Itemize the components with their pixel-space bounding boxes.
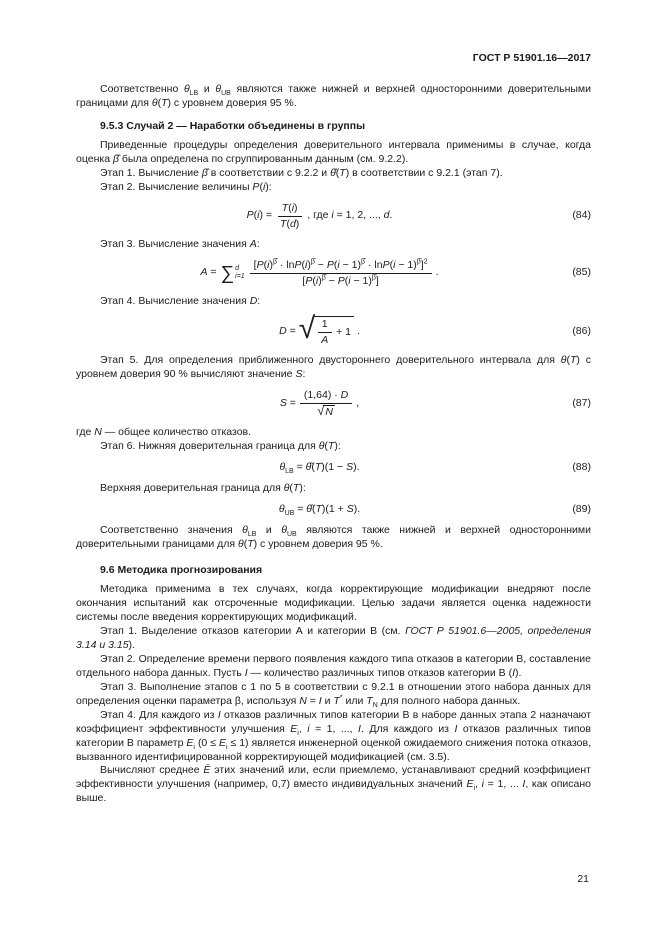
heading-9-6: 9.6 Методика прогнозирования bbox=[100, 564, 263, 577]
formula-number-85: (85) bbox=[572, 266, 591, 279]
fraction: $\frac{[P(i)^{\betâ} \cdot \ln P(i)^{\betâ} - P(i - 1)^{\betâ} \cdot \ln P(i - 1)^{\betâ}]^2}{[P(i)^{\betâ} - P(i - 1)^{\betâ}]}$ bbox=[250, 259, 432, 288]
paragraph-96-step-1: Этап 1. Выделение отказов категории А и категории В (см. ГОСТ Р 51901.6—2005, определения 3.14 и 3.15). bbox=[76, 624, 592, 651]
formula-number-86: (86) bbox=[572, 324, 591, 337]
summation bbox=[220, 262, 245, 284]
paragraph-upper-bound: Верхняя доверительная граница для θ(T): bbox=[100, 482, 306, 495]
paragraph-step-4: Этап 4. Вычисление значения D: bbox=[100, 295, 261, 308]
formula-84-lhs: P(i) = bbox=[246, 209, 273, 222]
page-number: 21 bbox=[577, 873, 589, 886]
fraction: $\frac{1}{A}$ bbox=[317, 318, 332, 347]
square-root: √ N bbox=[317, 403, 333, 419]
formula-number-87: (87) bbox=[572, 397, 591, 410]
formula-89-body: $\theta_{UB}$ = θ̂(T)(1 + S). bbox=[278, 503, 361, 518]
formula-87 bbox=[76, 389, 591, 419]
formula-number-84: (84) bbox=[572, 209, 591, 222]
radical-icon: √ bbox=[317, 403, 325, 419]
document-code: ГОСТ Р 51901.16—2017 bbox=[472, 52, 591, 64]
formula-89 bbox=[76, 503, 591, 517]
formula-88-body: $\theta_{LB}$ = θ̂(T)(1 − S). bbox=[279, 461, 360, 476]
formula-85-lhs: A = bbox=[200, 266, 217, 279]
sigma-icon: ∑ bbox=[220, 262, 235, 284]
paragraph-step-2: Этап 2. Вычисление величины P(i): bbox=[100, 180, 272, 193]
paragraph-96-step-4: Этап 4. Для каждого из I отказов различных типов категории В в наборе данных этапа 2 назначают коэффициент эффективности улучшения $E_i$, i = 1, ..., I. Для каждого из I отказов различных типов категории В параметр $E_i$ $(0 \le E_i \le 1)$ является инженерной оценкой ожидаемого снижения потока отказов, вызванного идентифицированной корректирующей модификацией (см. 3.5). bbox=[76, 708, 592, 763]
paragraph-confidence-bounds-closing: Соответственно значения $\theta_{LB}$ и $\theta_{UB}$ являются также нижней и верхней односторонними доверительными границами для θ(T) с уровнем доверия 95 %. bbox=[76, 524, 591, 551]
formula-86-lhs: D = bbox=[279, 324, 296, 337]
paragraph-96-step-3: Этап 3. Выполнение этапов с 1 по 5 в соответствии с 9.2.1 в отношении этого набора данных для определения оценки параметра β, используя N = I и T* или $T_N$ для полного набора данных. bbox=[76, 680, 591, 709]
formula-number-88: (88) bbox=[572, 461, 591, 474]
paragraph-grouped-data: Приведенные процедуры определения доверительного интервала применимы в случае, когда оценка β̂ была определена по сгруппированным данным (см. 9.2.2). bbox=[76, 138, 591, 165]
paragraph-where-N: где N — общее количество отказов. bbox=[76, 426, 252, 439]
formula-85-rhs: . bbox=[435, 266, 439, 279]
formula-87-lhs: S = bbox=[279, 397, 296, 410]
formula-85 bbox=[76, 259, 591, 288]
paragraph-96-step-2: Этап 2. Определение времени первого появления каждого типа отказов в категории В, составление отдельного набора данных. Пусть I — количество различных типов отказов категории В (I). bbox=[76, 652, 591, 679]
paragraph-step-3: Этап 3. Вычисление значения A: bbox=[100, 237, 260, 250]
formula-86 bbox=[76, 312, 591, 347]
paragraph-step-6: Этап 6. Нижняя доверительная граница для θ(T): bbox=[100, 440, 341, 453]
square-root: √ $\frac{1}{A}$ + 1 bbox=[299, 316, 354, 347]
fraction: (1,64) · D √ N bbox=[300, 389, 352, 419]
paragraph-method-intro: Методика применима в тех случаях, когда корректирующие модификации внедряют после окончания испытаний как отсроченные модификации. Целью задачи является оценка надежности системы после введения корректирующих модификаций. bbox=[76, 583, 591, 623]
sum-upper-limit: d bbox=[235, 264, 240, 272]
paragraph-average-e: Вычисляют среднее Ē этих значений или, если приемлемо, устанавливают средний коэффициент эффективности улучшения (например, 0,7) вместо индивидуальных значений $E_i$, i = 1, ... I, как описано выше. bbox=[76, 764, 591, 805]
formula-84 bbox=[76, 202, 591, 231]
paragraph-step-5: Этап 5. Для определения приближенного двустороннего доверительного интервала для θ(T) с уровнем доверия 90 % вычисляют значение S: bbox=[76, 354, 591, 381]
formula-88 bbox=[76, 461, 591, 475]
formula-86-rhs: . bbox=[357, 324, 360, 337]
formula-number-89: (89) bbox=[572, 503, 591, 516]
sum-lower-limit: i=1 bbox=[235, 273, 245, 281]
paragraph-step-1: Этап 1. Вычисление β̂ в соответствии с 9.2.2 и θ̂(T) в соответствии с 9.2.1 (этап 7). bbox=[100, 166, 503, 179]
heading-9-5-3: 9.5.3 Случай 2 — Наработки объединены в группы bbox=[100, 119, 366, 132]
formula-87-rhs: , bbox=[356, 397, 360, 410]
fraction: $\frac{T(i)}{T(d)}$ bbox=[276, 202, 303, 231]
formula-84-rhs: , где i = 1, 2, ..., d. bbox=[307, 209, 393, 222]
paragraph-confidence-bounds-intro: Соответственно $\theta_{LB}$ и $\theta_{UB}$ являются также нижней и верхней односторонними доверительными границами для θ(T) с уровнем доверия 95 %. bbox=[76, 82, 591, 109]
radical-icon: √ bbox=[298, 312, 316, 346]
